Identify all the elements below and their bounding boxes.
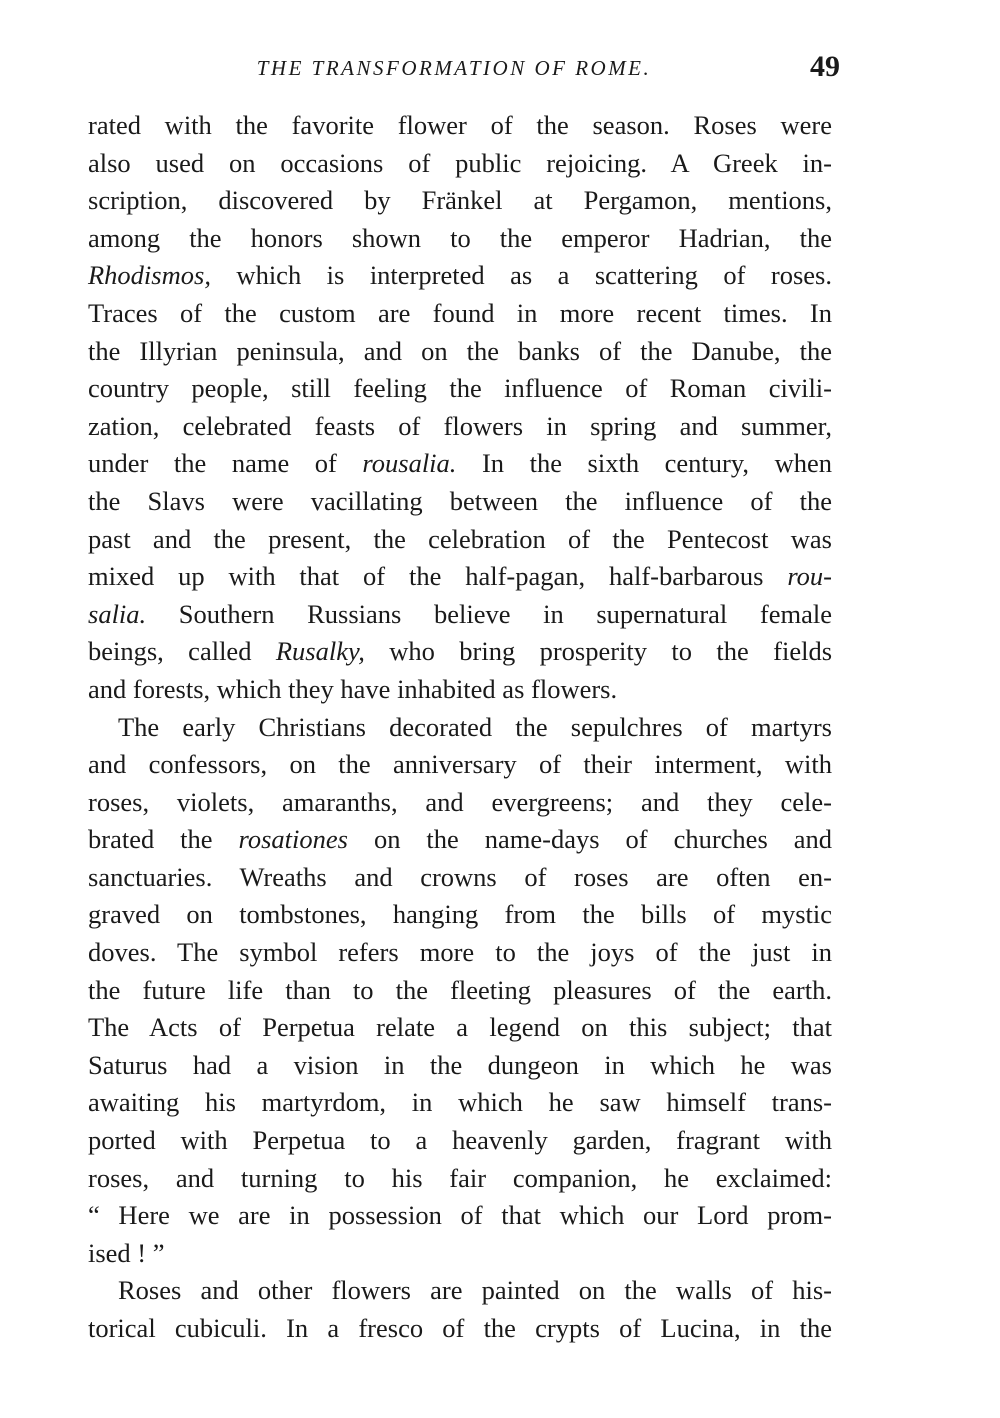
text-line: Roses and other flowers are painted on the walls of his- — [118, 1275, 832, 1306]
text-line: the Illyrian peninsula, and on the banks of the Danube, the — [88, 335, 832, 366]
italic-term: salia. — [88, 598, 147, 629]
italic-term: Rhodismos, — [88, 260, 211, 291]
text-line: “ Here we are in possession of that which our Lord prom- — [88, 1200, 832, 1231]
text-line: under the name of rousalia. In the sixth century, when — [88, 448, 832, 479]
text-line: country people, still feeling the influence of Roman civili- — [88, 373, 832, 404]
italic-term: rousalia. — [362, 448, 457, 479]
text-line: rated with the favorite flower of the season. Roses were — [88, 110, 832, 140]
text-line: and confessors, on the anniversary of their interment, with — [88, 749, 832, 780]
italic-term: Rusalky, — [275, 636, 365, 667]
text-line: among the honors shown to the emperor Hadrian, the — [88, 222, 832, 253]
text-line: the Slavs were vacillating between the influence of the — [88, 485, 832, 516]
text-line: Saturus had a vision in the dungeon in which he was — [88, 1049, 832, 1080]
text-line: roses, and turning to his fair companion, he exclaimed: — [88, 1162, 832, 1193]
text-line: Traces of the custom are found in more recent times. In — [88, 297, 832, 328]
body-text — [88, 107, 832, 1348]
italic-term: rosationes — [238, 824, 348, 855]
text-line: also used on occasions of public rejoicing. A Greek in- — [88, 147, 832, 178]
text-line: awaiting his martyrdom, in which he saw himself trans- — [88, 1087, 832, 1118]
text-line: brated the rosationes on the name-days of churches and — [88, 824, 832, 855]
text-line: The early Christians decorated the sepulchres of martyrs — [118, 711, 832, 742]
page-number: 49 — [810, 50, 840, 83]
text-line: and forests, which they have inhabited as flowers. — [88, 673, 618, 704]
text-line: roses, violets, amaranths, and evergreens; and they cele- — [88, 786, 832, 817]
text-line: doves. The symbol refers more to the joys of the just in — [88, 937, 832, 968]
text-line: mixed up with that of the half-pagan, half-barbarous rou- — [88, 561, 832, 592]
text-line: the future life than to the fleeting pleasures of the earth. — [88, 974, 832, 1005]
text-line: sanctuaries. Wreaths and crowns of roses are often en- — [88, 861, 832, 892]
text-line: The Acts of Perpetua relate a legend on this subject; that — [88, 1012, 832, 1043]
text-line: ported with Perpetua to a heavenly garden, fragrant with — [88, 1125, 832, 1156]
text-line: zation, celebrated feasts of flowers in spring and summer, — [88, 410, 832, 441]
running-head — [88, 52, 840, 86]
text-line: Rhodismos, which is interpreted as a scattering of roses. — [88, 260, 832, 291]
text-line: salia. Southern Russians believe in supernatural female — [88, 598, 832, 629]
running-title: THE TRANSFORMATION OF ROME. — [256, 56, 652, 80]
text-line: beings, called Rusalky, who bring prosperity to the fields — [88, 636, 833, 667]
text-line: torical cubiculi. In a fresco of the crypts of Lucina, in the — [88, 1313, 832, 1343]
text-line: ised ! ” — [88, 1237, 165, 1268]
italic-term: rou- — [787, 561, 832, 592]
text-line: graved on tombstones, hanging from the bills of mystic — [88, 899, 832, 930]
text-line: scription, discovered by Fränkel at Pergamon, mentions, — [88, 185, 832, 216]
text-line: past and the present, the celebration of the Pentecost was — [88, 523, 832, 554]
